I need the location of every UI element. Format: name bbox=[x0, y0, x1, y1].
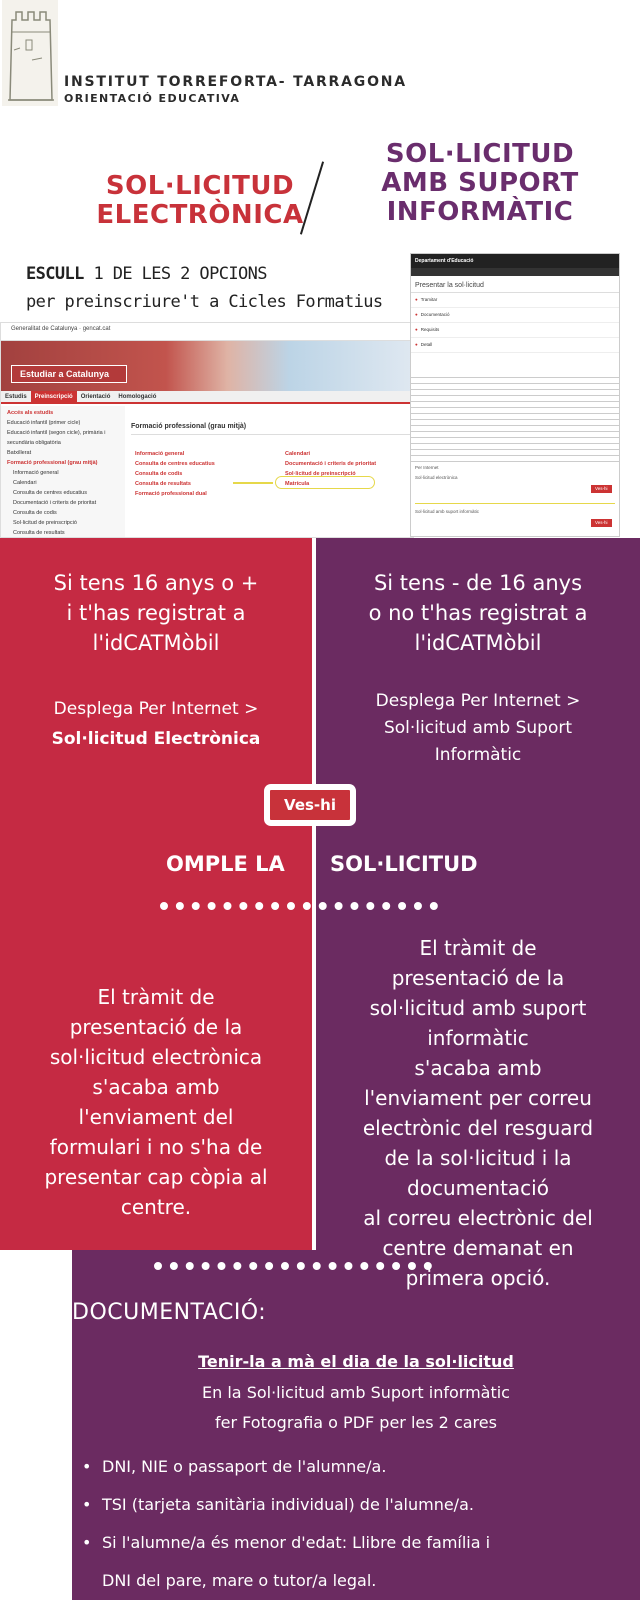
left-body-line: s'acaba amb bbox=[92, 1075, 220, 1099]
choose-line-2: per preinscriure't a Cicles Formatius bbox=[26, 292, 383, 312]
left-body-line: presentació de la bbox=[69, 1015, 243, 1039]
accordion-row[interactable]: ● Requisits bbox=[411, 323, 619, 338]
portal-link[interactable]: Consulta de codis bbox=[135, 471, 183, 477]
page-heading: Formació professional (grau mitjà) bbox=[131, 423, 413, 435]
right-instruction-line: Sol·licitud amb Suport bbox=[383, 718, 573, 738]
choose-rest: 1 DE LES 2 OPCIONS bbox=[83, 264, 267, 284]
go-button-small[interactable]: Ves-hi bbox=[591, 519, 612, 527]
right-body-line: El tràmit de bbox=[419, 936, 537, 960]
portal-link-highlighted[interactable]: Sol·licitud de preinscripció bbox=[285, 471, 356, 477]
documentation-note-line: fer Fotografia o PDF per les 2 cares bbox=[215, 1413, 497, 1432]
right-instruction-line: Desplega Per Internet > bbox=[375, 691, 581, 711]
documentation-note-line: En la Sol·licitud amb Suport informàtic bbox=[202, 1383, 510, 1402]
right-body-line: presentació de la bbox=[391, 966, 565, 990]
tower-icon bbox=[2, 0, 58, 106]
links-column-left bbox=[135, 449, 275, 499]
portal-main bbox=[131, 409, 413, 537]
title-left-line: ELECTRÒNICA bbox=[96, 200, 304, 230]
dotted-divider bbox=[154, 1262, 432, 1272]
portal-link[interactable]: Informació general bbox=[135, 451, 185, 457]
choose-bold: ESCULL bbox=[26, 264, 84, 284]
title-right-line: INFORMÀTIC bbox=[386, 197, 574, 227]
school-subtitle: ORIENTACIÓ EDUCATIVA bbox=[64, 92, 241, 105]
go-button[interactable]: Ves-hi bbox=[268, 788, 352, 822]
documentation-subtitle: Tenir-la a mà el dia de la sol·licitud bbox=[198, 1352, 514, 1371]
dotted-divider bbox=[160, 902, 438, 912]
sidebar-subitem[interactable]: Consulta de centres educatius bbox=[13, 490, 87, 496]
right-body-line: s'acaba amb bbox=[414, 1056, 542, 1080]
right-body-line: de la sol·licitud i la bbox=[384, 1146, 572, 1170]
list-item: • TSI (tarjeta sanitària individual) de l'alumne/a. bbox=[76, 1486, 636, 1524]
list-item: • Si l'alumne/a és menor d'edat: Llibre de família i bbox=[76, 1524, 636, 1562]
left-body-line: El tràmit de bbox=[97, 985, 215, 1009]
left-body-line: centre. bbox=[120, 1195, 192, 1219]
tab-estudis[interactable]: Estudis bbox=[5, 394, 27, 400]
left-condition-line: l'idCATMòbil bbox=[92, 631, 220, 655]
sidebar-subitem[interactable]: Sol·licitud de preinscripció bbox=[13, 520, 77, 526]
left-body-text bbox=[0, 982, 312, 1222]
sidebar-subitem[interactable]: Informació general bbox=[13, 470, 59, 476]
screenshot-computer-support-portal bbox=[410, 253, 620, 537]
school-name: INSTITUT TORREFORTA- TARRAGONA bbox=[64, 74, 407, 90]
portal-tabs bbox=[1, 391, 413, 404]
sidebar-item[interactable]: Formació professional (grau mitjà) bbox=[7, 460, 98, 466]
right-body-line: documentació bbox=[407, 1176, 549, 1200]
right-condition-line: o no t'has registrat a bbox=[368, 601, 588, 625]
list-item-continuation: DNI del pare, mare o tutor/a legal. bbox=[102, 1571, 377, 1590]
tab-preinscripcio[interactable]: Preinscripció bbox=[31, 391, 77, 404]
option-electronic[interactable]: Sol·licitud electrònica bbox=[415, 475, 458, 480]
portal-sidebar bbox=[1, 406, 125, 537]
right-condition bbox=[316, 568, 640, 658]
department-header: Departament d'Educació bbox=[411, 254, 619, 268]
left-condition bbox=[0, 568, 312, 658]
choose-option-text bbox=[26, 260, 383, 316]
right-instruction-line: Informàtic bbox=[434, 745, 522, 765]
sidebar-item[interactable]: Educació infantil (primer cicle) bbox=[7, 420, 81, 426]
right-body-line: electrònic del resguard bbox=[362, 1116, 594, 1140]
tab-homologacio[interactable]: Homologació bbox=[118, 394, 157, 400]
sidebar-subitem[interactable]: Calendari bbox=[13, 480, 37, 486]
sidebar-subitem[interactable]: Documentació i criteris de prioritat bbox=[13, 500, 97, 506]
title-electronic-request bbox=[60, 172, 340, 230]
right-body-line: primera opció. bbox=[405, 1266, 551, 1290]
title-right-line: AMB SUPORT bbox=[381, 168, 579, 198]
list-item: • DNI, NIE o passaport de l'alumne/a. bbox=[76, 1448, 636, 1486]
left-instruction-bold: Sol·licitud Electrònica bbox=[51, 729, 261, 749]
title-right-line: SOL·LICITUD bbox=[385, 139, 575, 169]
left-body-line: formulari i no s'ha de bbox=[49, 1135, 263, 1159]
page-title: Presentar la sol·licitud bbox=[411, 276, 619, 293]
go-button-small[interactable]: Ves-hi bbox=[591, 485, 612, 493]
choose-line-1 bbox=[26, 260, 383, 288]
sidebar-item[interactable]: Batxillerat bbox=[7, 450, 32, 456]
fill-heading-right: SOL·LICITUD bbox=[330, 852, 478, 876]
sidebar-item[interactable]: Educació infantil (segon cicle), primària i secundària obligatòria bbox=[7, 430, 106, 446]
accordion-row[interactable]: ● Detall bbox=[411, 338, 619, 353]
left-condition-line: Si tens 16 anys o + bbox=[53, 571, 259, 595]
tab-orientacio[interactable]: Orientació bbox=[80, 394, 111, 400]
left-instruction bbox=[0, 694, 312, 754]
option-computer-support[interactable]: Sol·licitud amb suport informàtic bbox=[415, 509, 480, 514]
right-body-line: l'enviament per correu bbox=[364, 1086, 592, 1110]
screenshot-electronic-portal bbox=[0, 322, 414, 538]
right-condition-line: l'idCATMòbil bbox=[414, 631, 542, 655]
portal-link[interactable]: Documentació i criteris de prioritat bbox=[285, 461, 377, 467]
portal-link[interactable]: Consulta de centres educatius bbox=[135, 461, 215, 467]
right-body-line: sol·licitud amb suport bbox=[369, 996, 587, 1020]
highlight-underline bbox=[415, 498, 615, 504]
documentation-list bbox=[76, 1448, 636, 1600]
title-left-line: SOL·LICITUD bbox=[105, 171, 295, 201]
study-in-catalonia-button[interactable]: Estudiar a Catalunya bbox=[11, 365, 127, 383]
option-internet[interactable]: Per Internet bbox=[415, 465, 439, 470]
highlight-circle bbox=[275, 476, 375, 489]
sidebar-subitem[interactable]: Consulta de resultats bbox=[13, 530, 65, 536]
bottom-left-blank bbox=[0, 1250, 72, 1600]
left-body-line: presentar cap còpia al bbox=[44, 1165, 268, 1189]
left-instruction-line: Desplega Per Internet > bbox=[53, 699, 259, 719]
department-nav bbox=[411, 268, 619, 276]
left-condition-line: i t'has registrat a bbox=[66, 601, 246, 625]
left-body-line: l'enviament del bbox=[78, 1105, 234, 1129]
portal-link[interactable]: Formació professional dual bbox=[135, 491, 207, 497]
sidebar-subitem[interactable]: Consulta de codis bbox=[13, 510, 57, 516]
portal-link[interactable]: Calendari bbox=[285, 451, 311, 457]
school-logo bbox=[2, 0, 58, 106]
portal-link[interactable]: Consulta de resultats bbox=[135, 481, 191, 487]
documentation-note bbox=[72, 1378, 640, 1438]
accordion-row[interactable]: ● Documentació bbox=[411, 308, 619, 323]
fill-heading-left: OMPLE LA bbox=[166, 852, 285, 876]
right-body-line: al correu electrònic del bbox=[363, 1206, 593, 1230]
highlight-arrow bbox=[233, 482, 273, 484]
right-body-text bbox=[316, 933, 640, 1293]
right-body-line: centre demanat en bbox=[382, 1236, 574, 1260]
right-instruction bbox=[316, 688, 640, 769]
gencat-topbar: Generalitat de Catalunya · gencat.cat bbox=[1, 323, 413, 341]
instructions-text bbox=[411, 373, 619, 463]
title-computer-support-request bbox=[360, 140, 600, 227]
portal-link[interactable]: Matrícula bbox=[285, 481, 310, 487]
left-body-line: sol·licitud electrònica bbox=[49, 1045, 263, 1069]
right-body-line: informàtic bbox=[427, 1026, 529, 1050]
accordion-row[interactable]: ● Tramitar bbox=[411, 293, 619, 308]
documentation-title: DOCUMENTACIÓ: bbox=[72, 1300, 267, 1325]
sidebar-item[interactable]: Accés als estudis bbox=[7, 410, 54, 416]
right-condition-line: Si tens - de 16 anys bbox=[373, 571, 583, 595]
portal-banner bbox=[1, 341, 413, 391]
